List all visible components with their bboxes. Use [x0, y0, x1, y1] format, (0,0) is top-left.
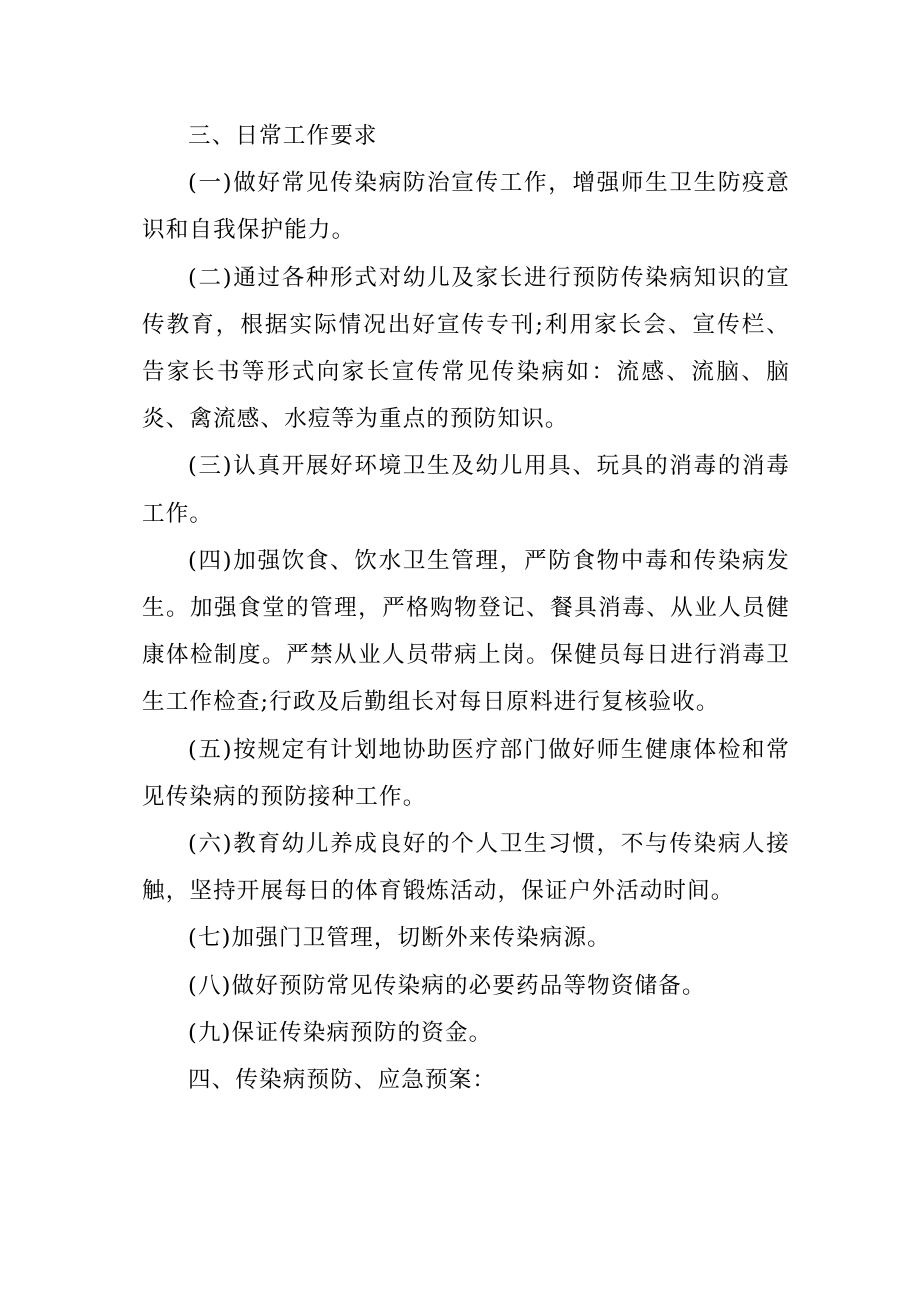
paragraph-item-8: (八)做好预防常见传染病的必要药品等物资储备。	[188, 972, 706, 999]
paragraph-item-9: (九)保证传染病预防的资金。	[188, 1019, 493, 1046]
paragraph-item-7: (七)加强门卫管理，切断外来传染病源。	[188, 925, 611, 952]
paragraph-item-6: (六)教育幼儿养成良好的个人卫生习惯，不与传染病人接触，坚持开展每日的体育锻炼活动，保证户外活动时间。	[142, 831, 790, 905]
section-heading: 四、传染病预防、应急预案：	[188, 1067, 497, 1094]
paragraph-item-4: (四)加强饮食、饮水卫生管理，严防食物中毒和传染病发生。加强食堂的管理，严格购物登记、餐具消毒、从业人员健康体检制度。严禁从业人员带病上岗。保健员每日进行消毒卫生工作检查;行政及后勤组长对每日原料进行复核验收。	[142, 547, 790, 716]
paragraph-item-2: (二)通过各种形式对幼儿及家长进行预防传染病知识的宣传教育，根据实际情况出好宣传专刊;利用家长会、宣传栏、告家长书等形式向家长宣传常见传染病如：流感、流脑、脑炎、禽流感、水痘等为重点的预防知识。	[142, 264, 790, 433]
paragraph-item-1: (一)做好常见传染病防治宣传工作，增强师生卫生防疫意识和自我保护能力。	[142, 170, 790, 244]
paragraph-item-5: (五)按规定有计划地协助医疗部门做好师生健康体检和常见传染病的预防接种工作。	[142, 736, 790, 810]
paragraph-item-3: (三)认真开展好环境卫生及幼儿用具、玩具的消毒的消毒工作。	[142, 453, 790, 527]
document-body	[142, 113, 790, 1104]
section-heading: 三、日常工作要求	[188, 123, 378, 149]
